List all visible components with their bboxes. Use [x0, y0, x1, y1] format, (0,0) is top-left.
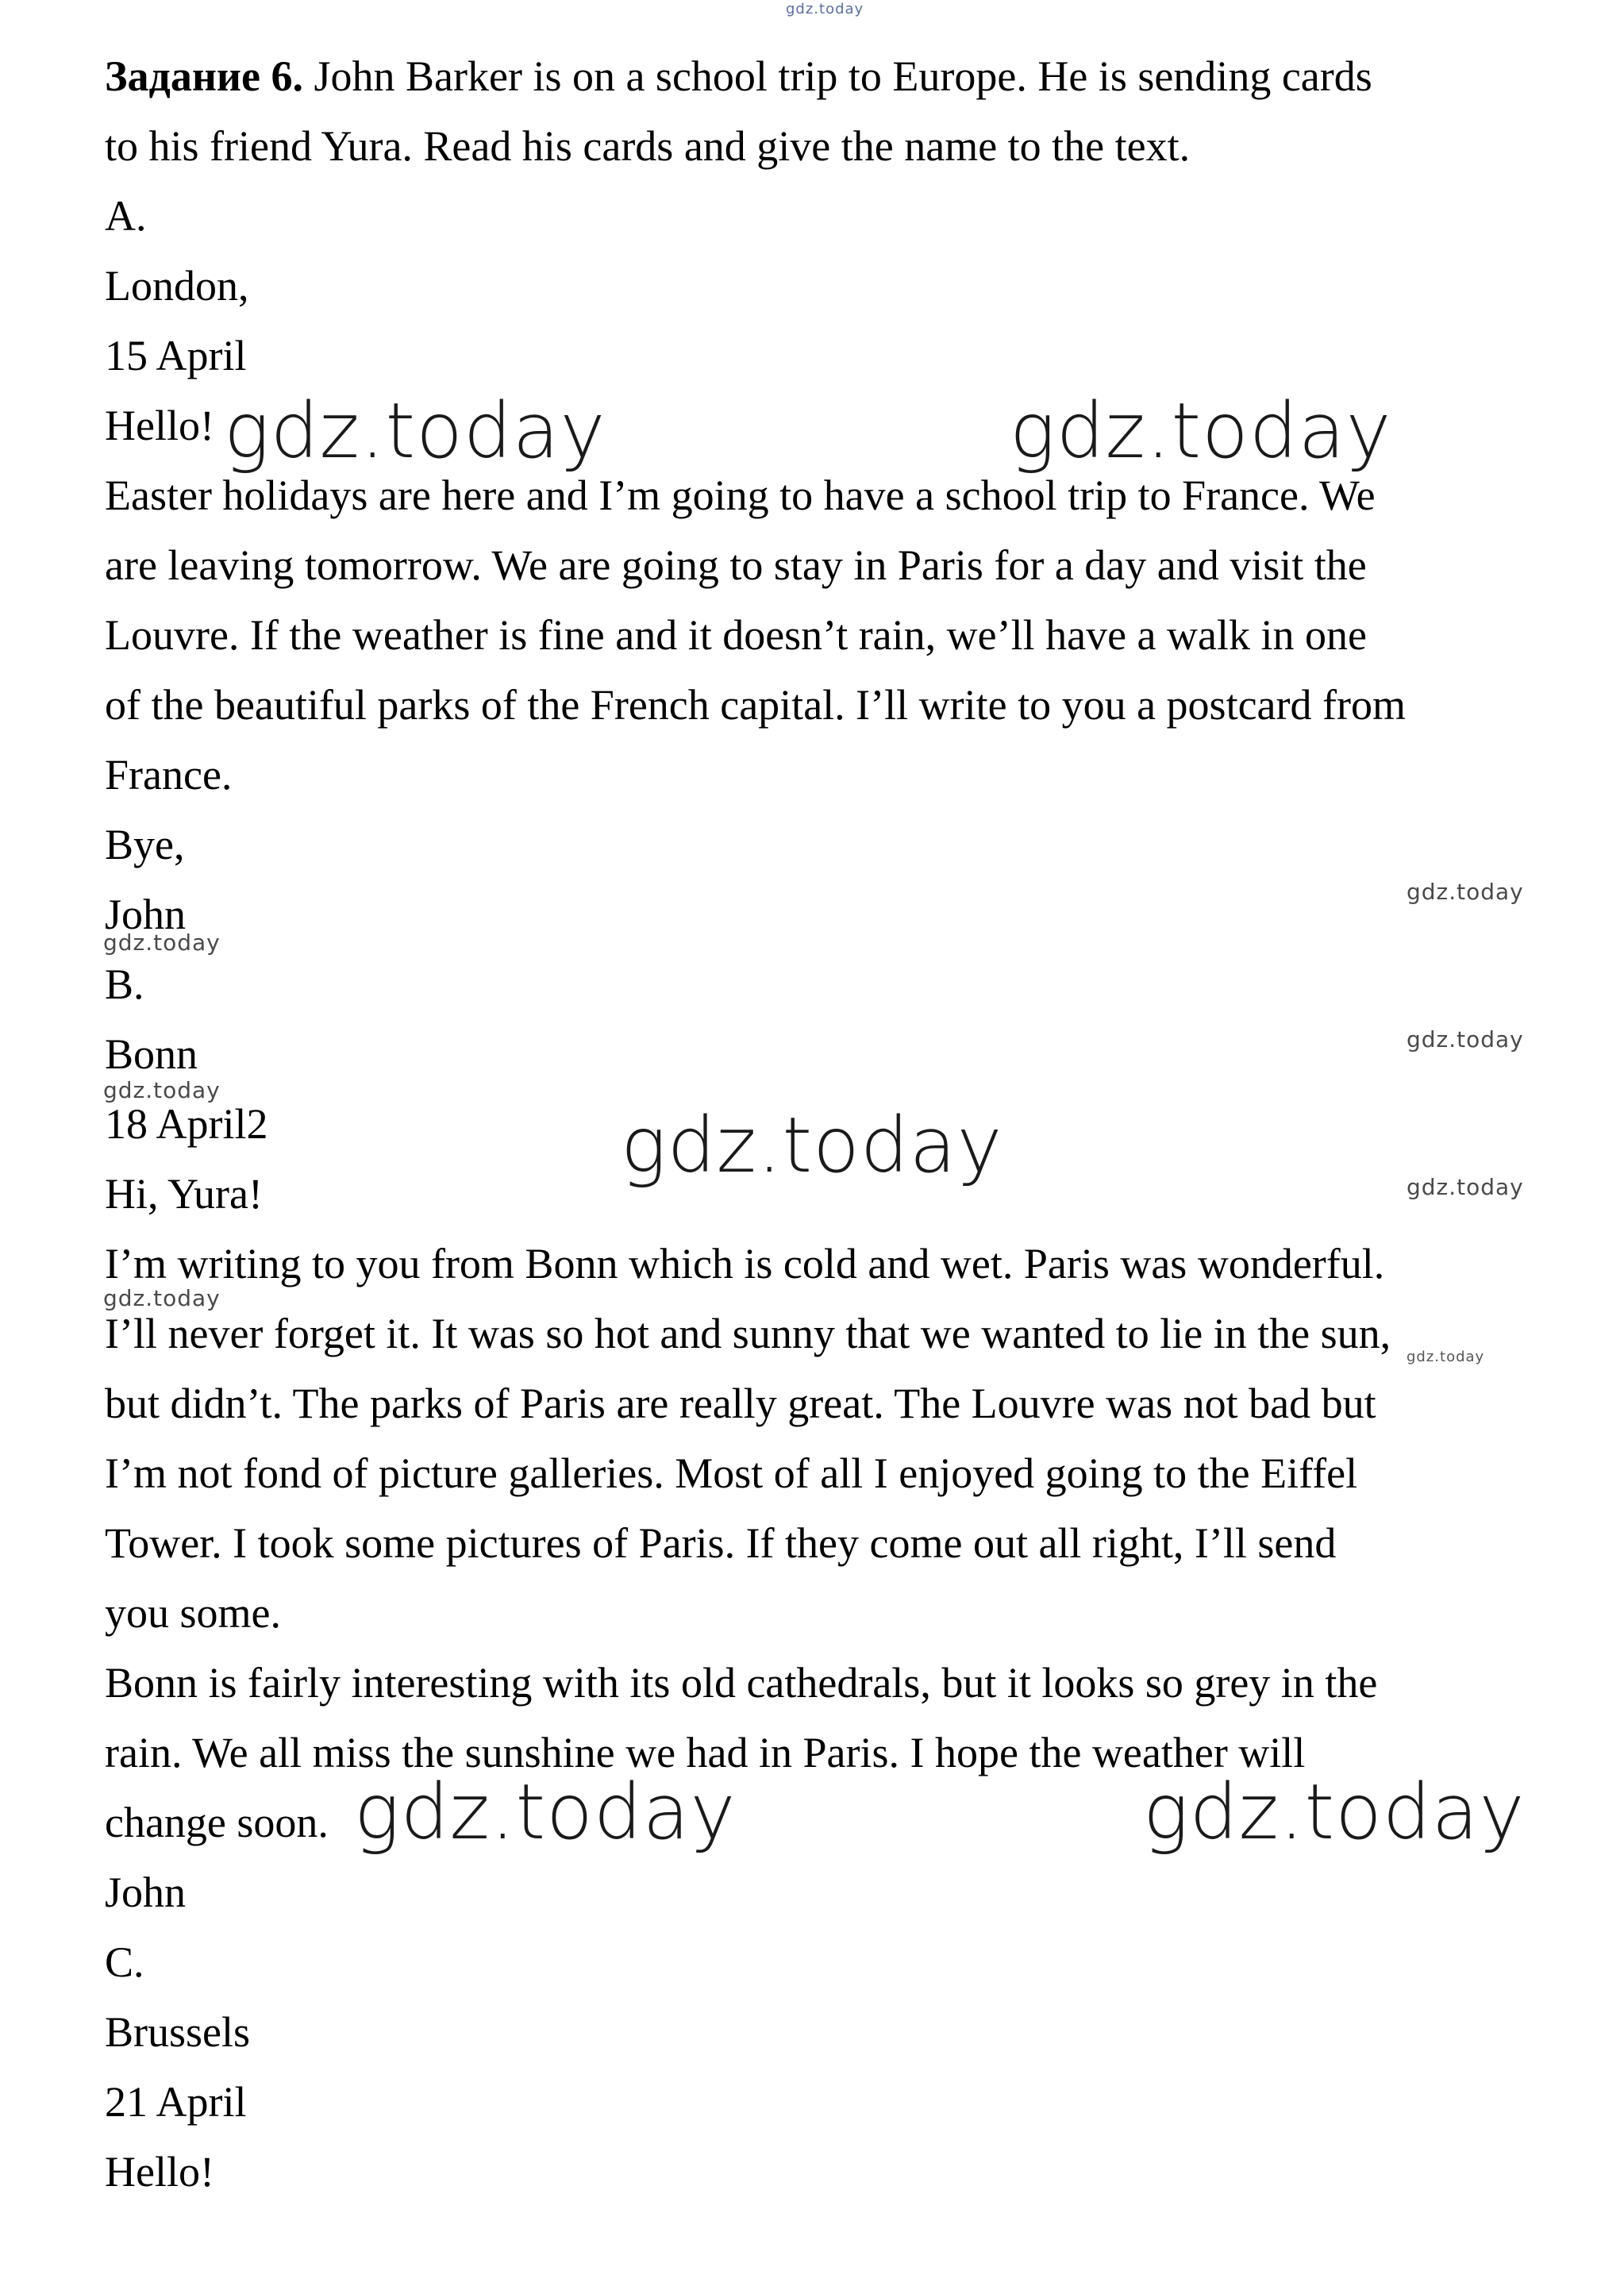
card-a-body-line-1: Easter holidays are here and I’m going to have a school trip to France. We: [105, 471, 1376, 519]
card-b-body-line-7: Bonn is fairly interesting with its old cathedrals, but it looks so grey in the: [105, 1659, 1378, 1707]
watermark-small-4: gdz.today: [103, 1077, 221, 1103]
watermark-mini-1: gdz.today: [1407, 1349, 1485, 1365]
card-b-body-line-5: Tower. I took some pictures of Paris. If they come out all right, I’ll send: [105, 1519, 1337, 1567]
task-intro-text-1: John Barker is on a school trip to Europe. He is sending cards: [314, 52, 1372, 100]
card-a-body-line-5: France.: [105, 751, 233, 799]
card-a-letter: A.: [105, 192, 147, 240]
task-intro-line-1: [105, 51, 1372, 102]
card-b-body-line-4: I’m not fond of picture galleries. Most of all I enjoyed going to the Eiffel: [105, 1449, 1358, 1497]
watermark-top: gdz.today: [786, 1, 864, 17]
card-b-body-line-6: you some.: [105, 1589, 281, 1637]
watermark-large-4: gdz.today: [354, 1768, 737, 1857]
watermark-small-2: gdz.today: [103, 929, 221, 956]
task-intro-line-2: to his friend Yura. Read his cards and give the name to the text.: [105, 122, 1191, 170]
card-c-letter: C.: [105, 1938, 144, 1986]
watermark-small-5: gdz.today: [1407, 1174, 1524, 1200]
card-b-body-line-3: but didn’t. The parks of Paris are really great. The Louvre was not bad but: [105, 1380, 1376, 1427]
card-c-date: 21 April: [105, 2078, 247, 2126]
watermark-small-1: gdz.today: [1407, 879, 1524, 905]
card-a-signature: John: [105, 891, 187, 938]
card-b-body-line-1: I’m writing to you from Bonn which is cold and wet. Paris was wonderful.: [105, 1240, 1385, 1287]
card-a-closing: Bye,: [105, 821, 185, 868]
card-a-body-line-3: Louvre. If the weather is fine and it doesn’t rain, we’ll have a walk in one: [105, 611, 1367, 659]
watermark-large-2: gdz.today: [1010, 387, 1392, 475]
card-a-city: London,: [105, 262, 249, 310]
card-b-body-line-2: I’ll never forget it. It was so hot and sunny that we wanted to lie in the sun,: [105, 1310, 1391, 1357]
card-a-greeting: Hello!: [105, 402, 214, 449]
card-b-date: 18 April2: [105, 1100, 268, 1148]
card-b-greeting: Hi, Yura!: [105, 1170, 263, 1218]
card-b-body-line-8: rain. We all miss the sunshine we had in Paris. I hope the weather will: [105, 1729, 1306, 1776]
card-b-letter: B.: [105, 960, 144, 1008]
watermark-large-1: gdz.today: [224, 387, 606, 475]
card-c-city: Brussels: [105, 2008, 251, 2056]
card-b-signature: John: [105, 1869, 187, 1916]
card-a-body-line-4: of the beautiful parks of the French capital. I’ll write to you a postcard from: [105, 681, 1406, 729]
card-b-body-line-9: change soon.: [105, 1799, 329, 1846]
card-b-city: Bonn: [105, 1030, 198, 1078]
watermark-large-5: gdz.today: [1143, 1768, 1526, 1857]
task-label: Задание 6.: [105, 52, 304, 100]
watermark-large-3: gdz.today: [621, 1101, 1003, 1190]
watermark-small-3: gdz.today: [1407, 1026, 1524, 1053]
card-a-body-line-2: are leaving tomorrow. We are going to stay in Paris for a day and visit the: [105, 541, 1367, 589]
card-c-greeting: Hello!: [105, 2148, 214, 2196]
watermark-small-6: gdz.today: [103, 1285, 221, 1311]
card-a-date: 15 April: [105, 332, 247, 379]
